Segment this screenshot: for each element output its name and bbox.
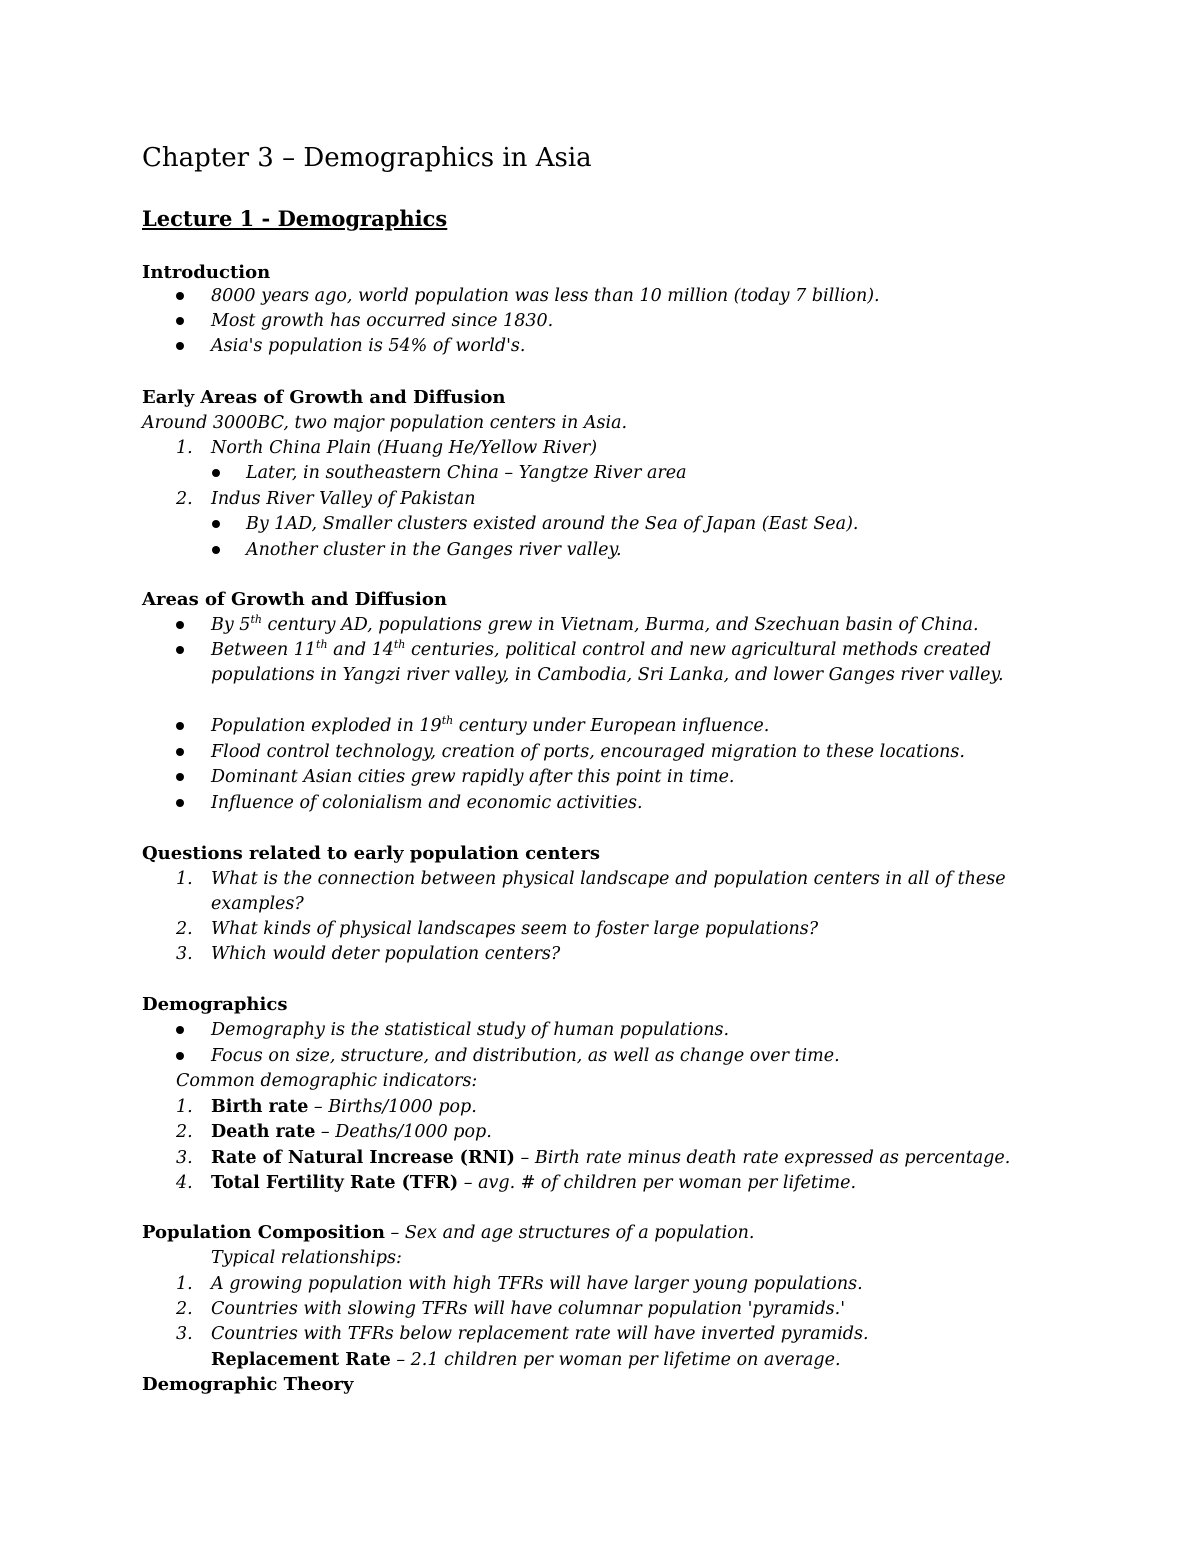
early-item-2-sub-2: Another cluster in the Ganges river valley.	[246, 540, 622, 560]
bullet-icon	[176, 773, 184, 781]
bullet-icon	[176, 317, 184, 325]
list-number: 1.	[176, 438, 193, 458]
indicator-1: Birth rate – Births/1000 pop.	[211, 1097, 477, 1117]
bullet-icon	[176, 799, 184, 807]
bullet-icon	[176, 748, 184, 756]
indicator-3: Rate of Natural Increase (RNI) – Birth rate minus death rate expressed as percentage.	[211, 1148, 1011, 1168]
bullet-icon	[212, 546, 220, 554]
indicator-2: Death rate – Deaths/1000 pop.	[211, 1122, 492, 1142]
list-number: 1.	[176, 1274, 193, 1294]
theory-heading: Demographic Theory	[142, 1374, 354, 1395]
list-number: 3.	[176, 944, 193, 964]
composition-item-1: A growing population with high TFRs will have larger young populations.	[211, 1274, 863, 1294]
early-item-1: North China Plain (Huang He/Yellow River)	[211, 438, 598, 458]
areas-bullet-4: Flood control technology, creation of ports, encouraged migration to these locations.	[211, 742, 965, 762]
bullet-icon	[176, 621, 184, 629]
early-lead: Around 3000BC, two major population centers in Asia.	[142, 413, 628, 433]
typical-relationships: Typical relationships:	[211, 1248, 402, 1268]
areas-bullet-3: Population exploded in 19th century under European influence.	[211, 714, 770, 736]
list-number: 3.	[176, 1324, 193, 1344]
areas-bullet-6: Influence of colonialism and economic activities.	[211, 793, 643, 813]
list-number: 3.	[176, 1148, 193, 1168]
demographics-heading: Demographics	[142, 994, 288, 1015]
list-number: 2.	[176, 919, 193, 939]
bullet-icon	[212, 469, 220, 477]
demographics-bullet-1: Demography is the statistical study of human populations.	[211, 1020, 730, 1040]
question-3: Which would deter population centers?	[211, 944, 561, 964]
intro-bullet-2: Most growth has occurred since 1830.	[211, 311, 554, 331]
intro-bullet-1: 8000 years ago, world population was less than 10 million (today 7 billion).	[211, 286, 880, 306]
question-1-cont: examples?	[211, 894, 304, 914]
list-number: 2.	[176, 489, 193, 509]
indicators-lead: Common demographic indicators:	[176, 1071, 478, 1091]
early-item-1-sub: Later, in southeastern China – Yangtze River area	[246, 463, 687, 483]
early-heading: Early Areas of Growth and Diffusion	[142, 387, 506, 408]
list-number: 1.	[176, 869, 193, 889]
list-number: 2.	[176, 1299, 193, 1319]
composition-item-3: Countries with TFRs below replacement rate will have inverted pyramids.	[211, 1324, 869, 1344]
lecture-heading: Lecture 1 - Demographics	[142, 206, 448, 231]
areas-bullet-1: By 5th century AD, populations grew in Vietnam, Burma, and Szechuan basin of China.	[211, 613, 979, 635]
page-title: Chapter 3 – Demographics in Asia	[142, 143, 592, 173]
areas-bullet-5: Dominant Asian cities grew rapidly after this point in time.	[211, 767, 735, 787]
list-number: 1.	[176, 1097, 193, 1117]
demographics-bullet-2: Focus on size, structure, and distribution, as well as change over time.	[211, 1046, 840, 1066]
bullet-icon	[212, 520, 220, 528]
replacement-rate: Replacement Rate – 2.1 children per woman per lifetime on average.	[211, 1350, 841, 1370]
indicator-4: Total Fertility Rate (TFR) – avg. # of children per woman per lifetime.	[211, 1173, 857, 1193]
bullet-icon	[176, 1052, 184, 1060]
early-item-2: Indus River Valley of Pakistan	[211, 489, 476, 509]
composition-heading: Population Composition – Sex and age structures of a population.	[142, 1222, 755, 1243]
bullet-icon	[176, 342, 184, 350]
list-number: 2.	[176, 1122, 193, 1142]
bullet-icon	[176, 292, 184, 300]
bullet-icon	[176, 722, 184, 730]
intro-heading: Introduction	[142, 262, 271, 283]
early-item-2-sub-1: By 1AD, Smaller clusters existed around the Sea of Japan (East Sea).	[246, 514, 859, 534]
areas-heading: Areas of Growth and Diffusion	[142, 589, 447, 610]
questions-heading: Questions related to early population centers	[142, 843, 600, 864]
question-2: What kinds of physical landscapes seem to foster large populations?	[211, 919, 819, 939]
bullet-icon	[176, 646, 184, 654]
list-number: 4.	[176, 1173, 193, 1193]
question-1: What is the connection between physical landscape and population centers in all of these	[211, 869, 1006, 889]
composition-item-2: Countries with slowing TFRs will have columnar population 'pyramids.'	[211, 1299, 846, 1319]
bullet-icon	[176, 1026, 184, 1034]
areas-bullet-2: Between 11th and 14th centuries, political control and new agricultural methods created	[211, 638, 992, 660]
areas-bullet-2-cont: populations in Yangzi river valley, in Cambodia, Sri Lanka, and lower Ganges river valley.	[211, 665, 1004, 685]
intro-bullet-3: Asia's population is 54% of world's.	[211, 336, 526, 356]
